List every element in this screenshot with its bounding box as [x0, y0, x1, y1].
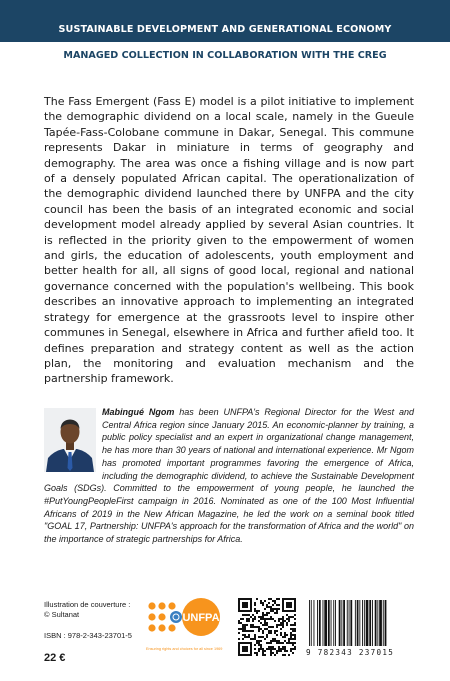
illustration-credit	[44, 600, 130, 620]
author-bio	[44, 406, 414, 546]
header-band	[0, 0, 450, 42]
author-bio-text: has been UNFPA's Regional Director for the West and Central Africa region since January 2015. An economic-planner by training, a public policy specialist and an expert in organizational change management, he has more than 30 years of national and international experience. Mr Ngom has promoted important programmes favoring the emergence of Africa, including the demographic dividend, to achieve the Sustainable Development Goals (SDGs). Committed to the empowerment of young people, he launched the #PutYoungPeopleFirst campaign in 2016. Nominated as one of the 100 Most Influential Africans of 2019 in the New African Magazine, he led the work on a seminal book titled "GOAL 17, Partnership: UNFPA's approach for the transformation of Africa and the world" on the importance of strategic partnerships for Africa.	[44, 407, 414, 545]
unfpa-name: UNFPA	[182, 612, 220, 624]
barcode-digits: 9 782343 237015	[306, 648, 395, 657]
price: 22 €	[44, 652, 66, 664]
series-title: SUSTAINABLE DEVELOPMENT AND GENERATIONAL ECONOMY	[58, 24, 392, 35]
qr-code-icon	[238, 598, 296, 656]
portrait-float-spacer	[44, 406, 102, 472]
unfpa-logo-icon	[146, 598, 236, 654]
author-name: Mabingué Ngom	[102, 407, 175, 417]
illustration-label: Illustration de couverture :	[44, 600, 131, 609]
isbn-barcode-icon	[308, 600, 414, 654]
isbn-text: ISBN : 978-2-343-23701-5	[44, 631, 132, 640]
collection-subtitle: MANAGED COLLECTION IN COLLABORATION WITH THE CREG	[63, 50, 387, 61]
illustration-artist: © Sultanat	[44, 610, 80, 619]
book-description: The Fass Emergent (Fass E) model is a pilot initiative to implement the demographic dividend on a local scale, namely in the Gueule Tapée-Fass-Colobane commune in Dakar, Senegal. This commune represents Dakar in miniature in terms of geography and demography. The area was once a fishing village and is now part of a densely populated African capital. The operationalization of the demographic dividend launched there by UNFPA and the city council has been the basis of an integrated economic and social development model already applied by several Asian countries. It is reflected in the priority given to the empowerment of women and girls, the education of adolescents, youth employment and better health for all, all signs of good local, regional and national governance concerned with the population's wellbeing. This book describes an innovative approach to implementing an integrated strategy for emergence at the grassroots level to inspire other communes in Senegal, elsewhere in Africa and further afield too. It defines preparation and strategy content as well as the action plan, the monitoring and evaluation mechanism and the partnership framework.	[44, 95, 414, 386]
unfpa-tagline: Ensuring rights and choices for all since 1969	[146, 647, 223, 651]
